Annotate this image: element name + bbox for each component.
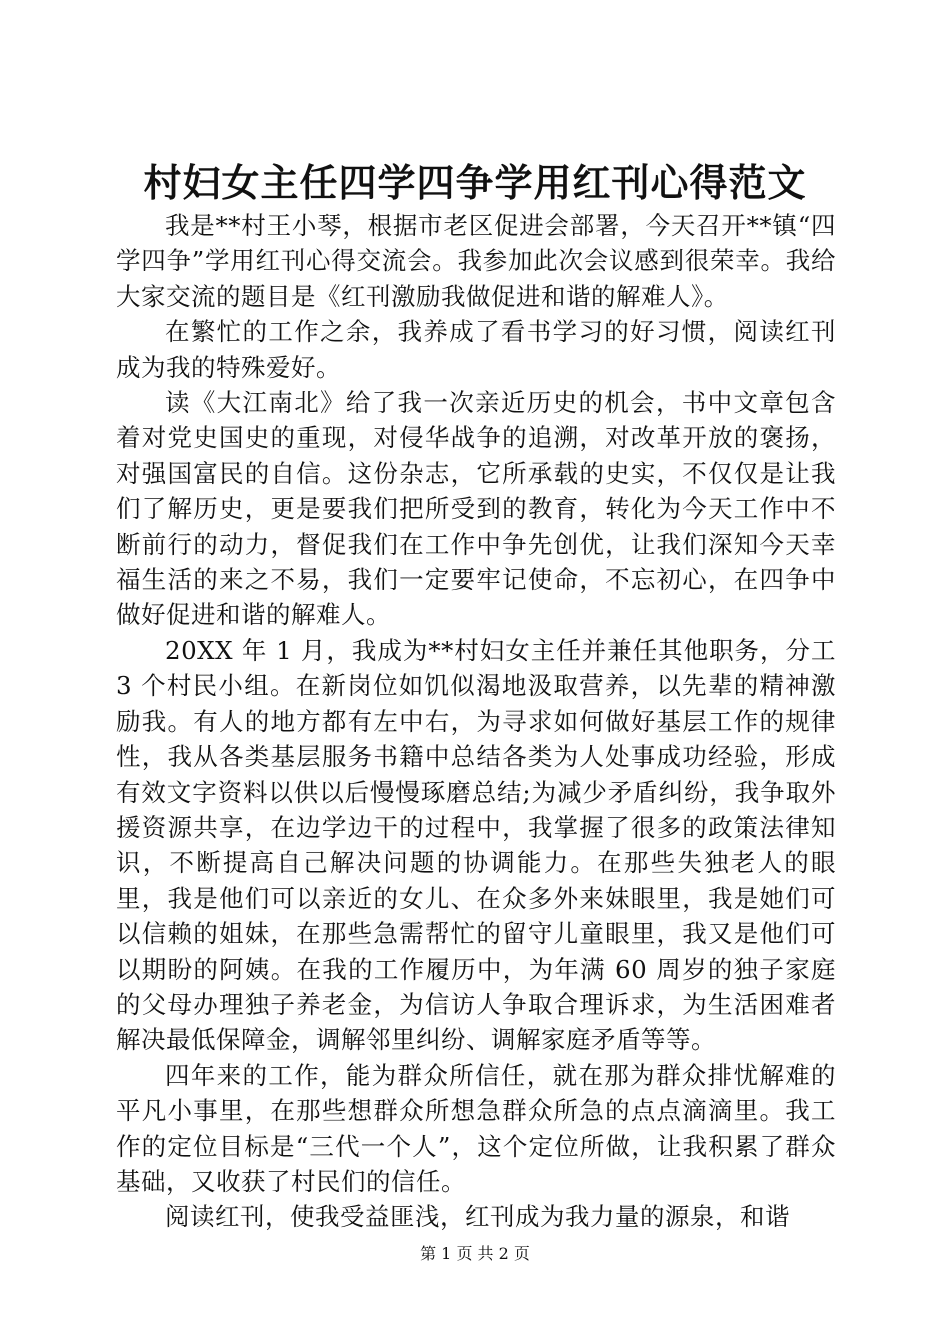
paragraph-5: 四年来的工作，能为群众所信任，就在那为群众排忧解难的平凡小事里，在那些想群众所想急群众所急的点点滴滴里。我工作的定位目标是“三代一个人”，这个定位所做，让我积累了群众基础，又收获了村民们的信任。 xyxy=(116,1060,836,1196)
page-number-footer: 第 1 页 共 2 页 xyxy=(420,1244,530,1263)
document-title: 村妇女主任四学四争学用红刊心得范文 xyxy=(143,160,807,205)
paragraph-4: 20XX 年 1 月，我成为**村妇女主任并兼任其他职务，分工 3 个村民小组。在新岗位如饥似渴地汲取营养，以先辈的精神激励我。有人的地方都有左中右，为寻求如何做好基层工作的规律性，我从各类基层服务书籍中总结各类为人处事成功经验，形成有效文字资料以供以后慢慢琢磨总结;为减少矛盾纠纷，我争取外援资源共享，在边学边干的过程中，我掌握了很多的政策法律知识，不断提高自己解决问题的协调能力。在那些失独老人的眼里，我是他们可以亲近的女儿、在众多外来妹眼里，我是她们可以信赖的姐妹，在那些急需帮忙的留守儿童眼里，我又是他们可以期盼的阿姨。在我的工作履历中，为年满 60 周岁的独子家庭的父母办理独子养老金，为信访人争取合理诉求，为生活困难者解决最低保障金，调解邻里纠纷、调解家庭矛盾等等。 xyxy=(116,635,836,1055)
paragraph-1: 我是**村王小琴，根据市老区促进会部署，今天召开**镇“四学四争”学用红刊心得交流会。我参加此次会议感到很荣幸。我给大家交流的题目是《红刊激励我做促进和谐的解难人》。 xyxy=(116,211,836,311)
paragraph-2: 在繁忙的工作之余，我养成了看书学习的好习惯，阅读红刊成为我的特殊爱好。 xyxy=(116,317,836,382)
document-body xyxy=(116,208,836,1235)
paragraph-6: 阅读红刊，使我受益匪浅，红刊成为我力量的源泉，和谐 xyxy=(165,1202,790,1232)
paragraph-3: 读《大江南北》给了我一次亲近历史的机会，书中文章包含着对党史国史的重现，对侵华战争的追溯，对改革开放的褒扬，对强国富民的自信。这份杂志，它所承载的史实，不仅仅是让我们了解历史，更是要我们把所受到的教育，转化为今天工作中不断前行的动力，督促我们在工作中争先创优，让我们深知今天幸福生活的来之不易，我们一定要牢记使命，不忘初心，在四争中做好促进和谐的解难人。 xyxy=(116,388,836,630)
